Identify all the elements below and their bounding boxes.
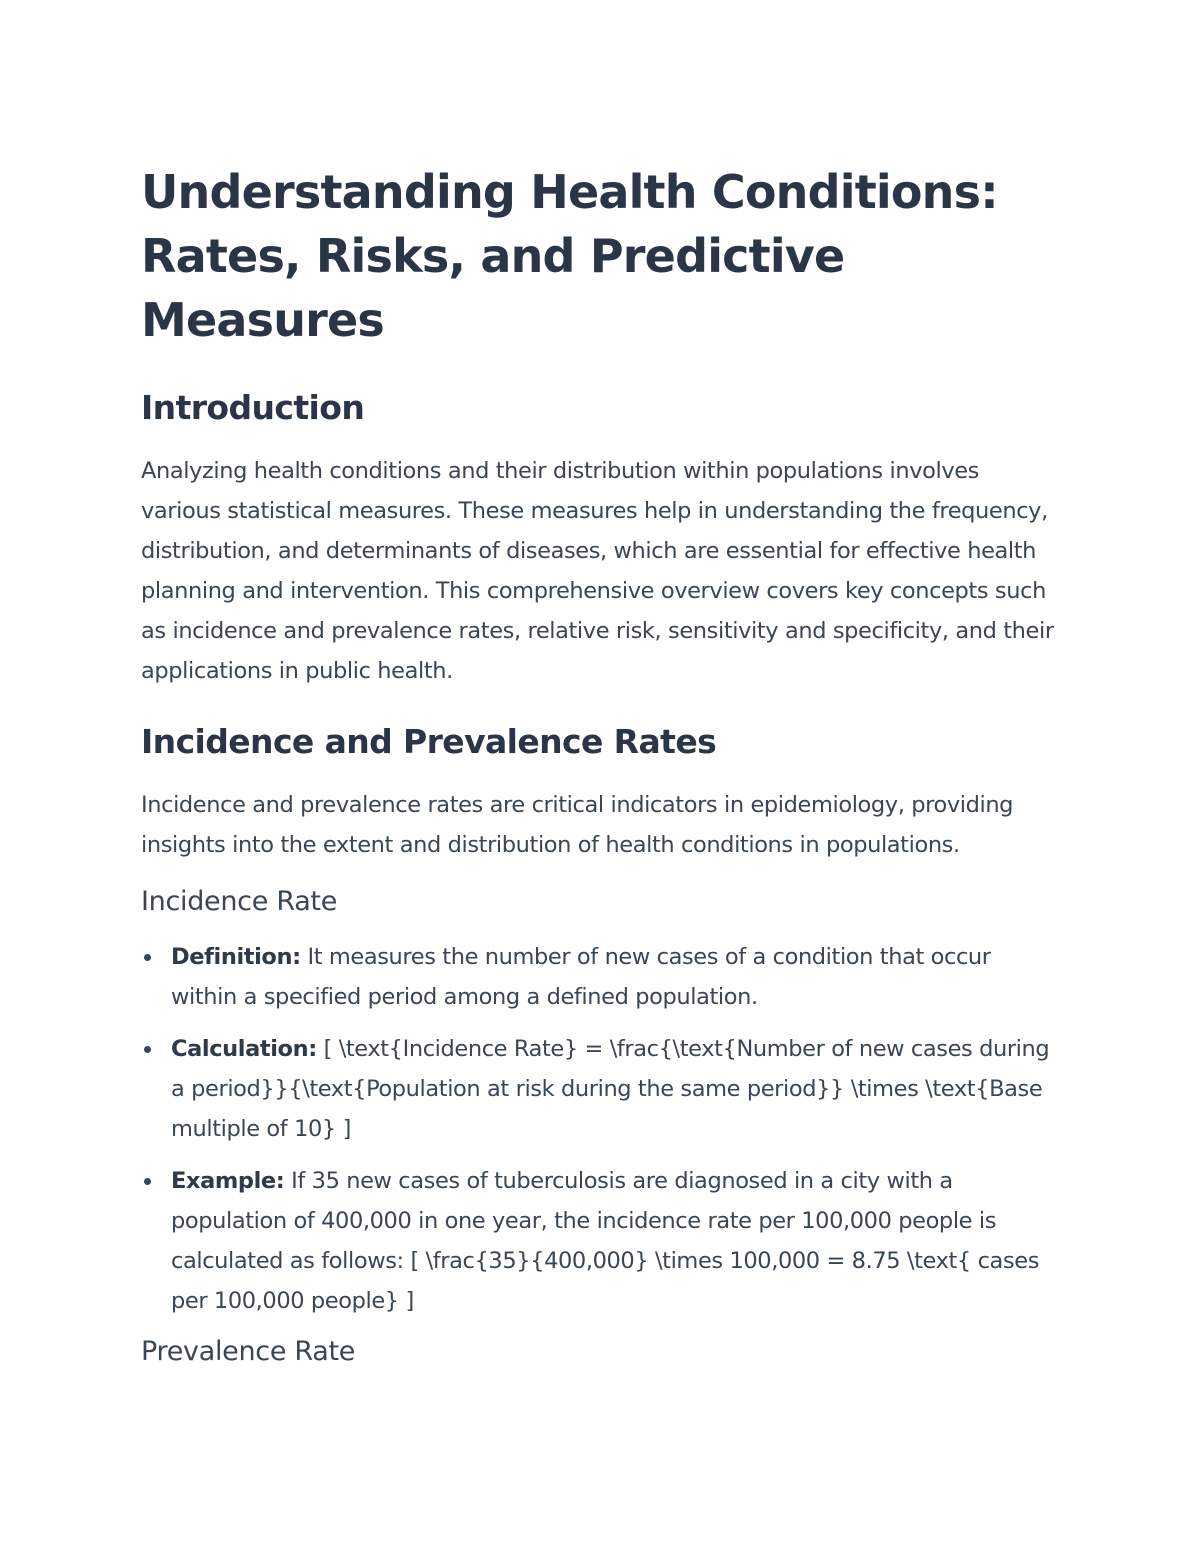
incidence-rate-heading: Incidence Rate xyxy=(141,886,338,917)
list-item-label: Calculation: xyxy=(171,1036,317,1062)
bullet-icon xyxy=(144,954,151,961)
incidence-prevalence-paragraph: Incidence and prevalence rates are critical indicators in epidemiology, providing insights into the extent and distribution of health conditions in populations. xyxy=(141,792,1014,858)
bullet-icon xyxy=(144,1046,151,1053)
list-item-text: It measures the number of new cases of a condition that occur within a specified period among a defined population. xyxy=(171,944,991,1010)
list-item-label: Definition: xyxy=(171,944,301,970)
list-item-calculation xyxy=(141,1029,1061,1149)
list-item-definition xyxy=(141,937,1061,1017)
bullet-icon xyxy=(144,1178,151,1185)
incidence-rate-list xyxy=(141,937,1061,1321)
list-item-text: If 35 new cases of tuberculosis are diagnosed in a city with a population of 400,000 in one year, the incidence rate per 100,000 people is calculated as follows: [ \frac{35}{400,000} \times 100,000 = 8.75 \text{ cases per 100,000 people} ] xyxy=(171,1168,1040,1314)
introduction-heading: Introduction xyxy=(141,388,365,427)
introduction-paragraph: Analyzing health conditions and their distribution within populations involves various statistical measures. These measures help in understanding the frequency, distribution, and determinants of diseases, which are essential for effective health planning and intervention. This comprehensive overview covers key concepts such as incidence and prevalence rates, relative risk, sensitivity and specificity, and their applications in public health. xyxy=(141,458,1054,684)
incidence-prevalence-heading: Incidence and Prevalence Rates xyxy=(141,722,717,761)
list-item-label: Example: xyxy=(171,1168,285,1194)
prevalence-rate-heading: Prevalence Rate xyxy=(141,1336,356,1367)
list-item-example xyxy=(141,1161,1061,1321)
document-page xyxy=(141,160,1061,1371)
document-title: Understanding Health Conditions: Rates, Risks, and Predictive Measures xyxy=(141,165,998,347)
list-item-text: [ \text{Incidence Rate} = \frac{\text{Number of new cases during a period}}{\text{Population at risk during the same period}} \times \text{Base multiple of 10} ] xyxy=(171,1036,1050,1142)
